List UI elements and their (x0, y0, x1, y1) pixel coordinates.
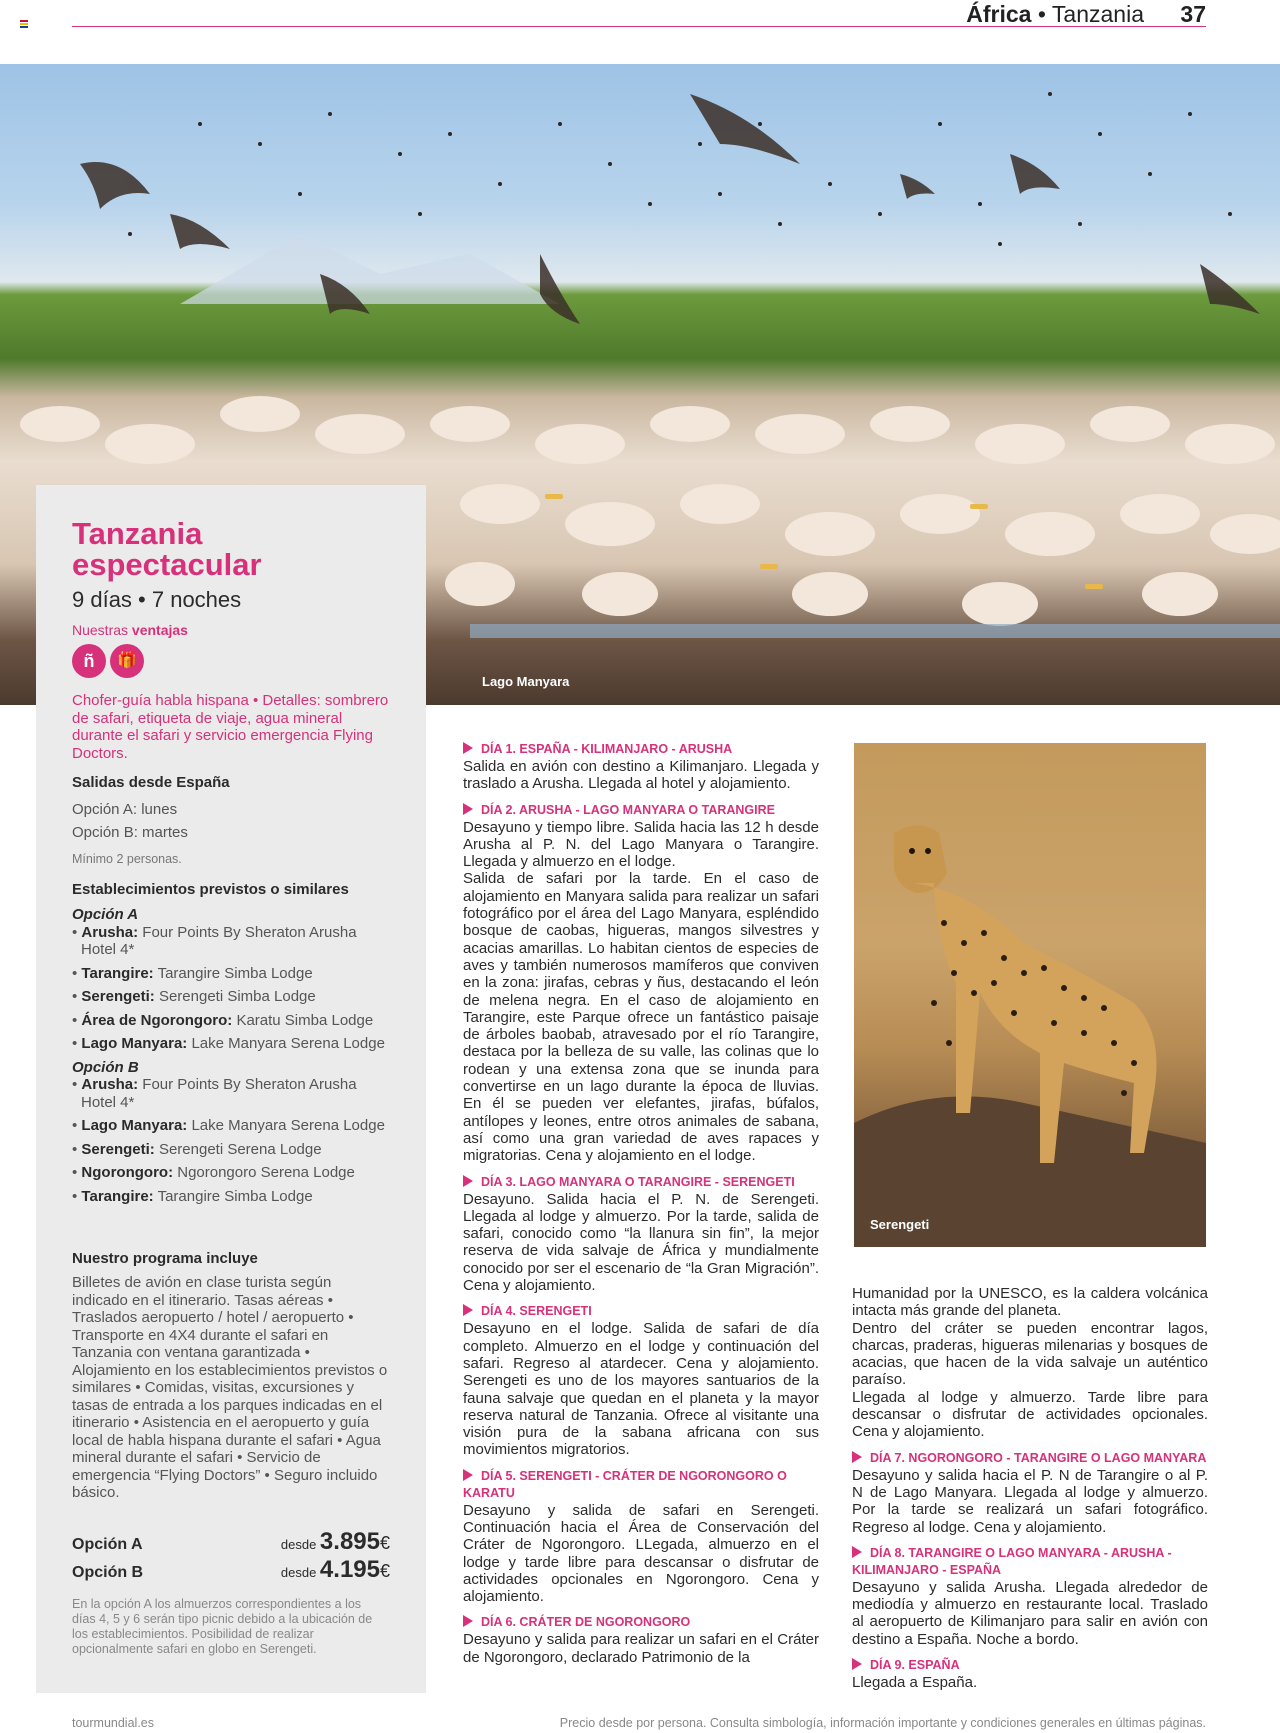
day-text: Desayuno y salida para realizar un safari en el Cráter de Ngorongoro, declarado Patrimonio de la (463, 1631, 819, 1666)
includes-text: Billetes de avión en clase turista según indicado en el itinerario. Tasas aéreas • Traslados aeropuerto / hotel / aeropuerto • Transporte en 4X4 durante el safari en Tanzania con ventana garantizada • Alojamiento en los establecimientos previstos o similares • Comidas, visitas, excursiones y tasas de entrada a los parques indicadas en el itinerario • Asistencia en el aeropuerto y guía local de habla hispana durante el safari • Agua mineral durante el safari • Servicio de emergencia “Flying Doctors” • Seguro incluido básico. (72, 1274, 388, 1501)
price-value: desde 4.195€ (280, 1556, 390, 1583)
day-text: Salida en avión con destino a Kilimanjaro. Llegada y traslado a Arusha. Llegada al hotel y alojamiento. (463, 758, 819, 793)
day-text: Desayuno y salida hacia el P. N de Tarangire o al P. N de Lago Manyara. Llegada al lodge y almuerzo. Por la tarde se realizará un safari fotográfico. Regreso al lodge. Cena y alojamiento. (852, 1466, 1208, 1536)
trip-duration: 9 días • 7 noches (72, 587, 242, 612)
trip-details: Chofer-guía habla hispana • Detalles: sombrero de safari, etiqueta de viaje, agua mineral durante el safari y servicio emergencia Flying Doctors. (72, 692, 389, 762)
site-url: tourmundial.es (72, 1716, 154, 1730)
day-heading: DÍA 4. SERENGETI (463, 1303, 819, 1320)
day-text: Salida de safari por la tarde. En el caso de alojamiento en Manyara salida para realizar un safari fotográfico por el área del Lago Manyara, espléndido bosque de caobas, higueras, mangos silvestres y acacias amarillas. Lo habitan cientos de especies de aves y también numerosos mamíferos que conviven en la zona: jirafas, cebras y ñus, destacando el león de melena negra. En el caso de alojamiento en Tarangire, este Parque ofrece un fantástico paisaje de árboles baobab, atravesado por el río Tarangire, destaca por la belleza de su valle, las colinas que lo rodean y una extensa zona que se inunda para convertirse en un lago durante la época de lluvias. En él se pueden ver elefantes, jirafas, búfalos, antílopes y leones, entre otros animales de sabana, así como una gran variedad de aves rapaces y migratorias. Cena y alojamiento en el lodge. (463, 870, 819, 1165)
separator: • (1037, 1, 1046, 27)
list-item: • Tarangire: Tarangire Simba Lodge (72, 964, 313, 982)
list-item: • Arusha: Four Points By Sheraton Arusha Hotel 4* (72, 1076, 357, 1111)
hero-caption: Lago Manyara (482, 674, 570, 689)
list-item: • Lago Manyara: Lake Manyara Serena Lodge (72, 1117, 385, 1134)
day-heading: DÍA 3. LAGO MANYARA O TARANGIRE - SERENGETI (463, 1174, 819, 1191)
day-heading: DÍA 7. NGORONGORO - TARANGIRE O LAGO MANYARA (852, 1450, 1208, 1467)
day-text: Desayuno y salida Arusha. Llegada alrededor de mediodía y almuerzo en restaurante local. Traslado al aeropuerto de Kilimanjaro para salir en avión con destino a España. Noche a bordo. (852, 1578, 1208, 1648)
lodging-list (72, 906, 392, 1211)
serengeti-cheetah-photo (854, 743, 1206, 1247)
gift-icon: 🎁 (110, 644, 144, 678)
option-b-label: Opción B (72, 1058, 139, 1076)
trip-title-line1: Tanzania (72, 516, 203, 551)
option-a-label: Opción A (72, 906, 139, 923)
option-a-hotels (72, 924, 392, 1053)
price-row-option-a (72, 1528, 390, 1556)
list-item: • Arusha: Four Points By Sheraton Arusha Hotel 4* (72, 923, 357, 958)
cheetah-illustration (854, 743, 1206, 1247)
advantages-label-bold: ventajas (131, 622, 188, 638)
day-heading: DÍA 8. TARANGIRE O LAGO MANYARA - ARUSHA - KILIMANJARO - ESPAÑA (852, 1545, 1208, 1579)
list-item: • Ngorongoro: Ngorongoro Serena Lodge (72, 1164, 355, 1181)
option-b-hotels (72, 1076, 392, 1205)
minimum-people: Mínimo 2 personas. (72, 852, 182, 866)
itinerary-column-1 (463, 741, 819, 1675)
price-table (72, 1528, 390, 1584)
price-row-option-b (72, 1556, 390, 1584)
departures-heading: Salidas desde España (72, 774, 230, 791)
departure-option-b: Opción B: martes (72, 824, 188, 841)
day-heading: DÍA 5. SERENGETI - CRÁTER DE NGORONGORO O KARATU (463, 1468, 819, 1502)
list-item: • Serengeti: Serengeti Serena Lodge (72, 1140, 322, 1158)
price-label: Opción B (72, 1564, 144, 1581)
day-heading: DÍA 1. ESPAÑA - KILIMANJARO - ARUSHA (463, 741, 819, 758)
day-text: Dentro del cráter se pueden encontrar lagos, charcas, praderas, higueras milenarias y bosques de acacias, que hacen de la vida salvaje un auténtico paraíso. (852, 1319, 1208, 1389)
day-heading: DÍA 9. ESPAÑA (852, 1657, 1208, 1674)
spanish-speaking-icon: ñ (72, 644, 106, 678)
photo-caption: Serengeti (870, 1217, 930, 1232)
list-item: • Tarangire: Tarangire Simba Lodge (72, 1187, 313, 1205)
day-text: Desayuno en el lodge. Salida de safari de día completo. Almuerzo en el lodge y continuación del safari. Regreso al atardecer. Cena y alojamiento. Serengeti es uno de los mayores santuarios de la fauna salvaje que quedan en el planeta y la mayor reserva natural de Tanzania. Ofrece al visitante una visión pura de la sabana africana con sus movimientos migratorios. (463, 1320, 819, 1459)
footer-disclaimer: Precio desde por persona. Consulta simbología, información importante y condiciones generales en últimas páginas. (559, 1716, 1206, 1730)
lodging-heading: Establecimientos previstos o similares (72, 881, 349, 898)
day-text: Desayuno y salida de safari en Serengeti. Continuación hacia el Área de Conservación del Cráter de Ngorongoro. LLegada, almuerzo en el lodge y tarde libre para descansar o disfrutar de actividades opcionales en Ngorongoro. Cena y alojamiento. (463, 1501, 819, 1606)
trip-title (72, 518, 262, 580)
flag-icon (20, 20, 28, 28)
trip-title-line2: espectacular (72, 547, 262, 582)
day-text: Humanidad por la UNESCO, es la caldera volcánica intacta más grande del planeta. (852, 1285, 1208, 1320)
price-label: Opción A (72, 1536, 143, 1553)
day-text: Desayuno y tiempo libre. Salida hacia las 12 h desde Arusha al P. N. del Lago Manyara o Tarangire. Llegada y almuerzo en el lodge. (463, 818, 819, 871)
departure-option-a: Opción A: lunes (72, 801, 178, 818)
price-value: desde 3.895€ (280, 1528, 390, 1555)
day-heading: DÍA 2. ARUSHA - LAGO MANYARA O TARANGIRE (463, 802, 819, 819)
page-section-title (966, 0, 1144, 28)
page-number: 37 (1180, 1, 1206, 27)
price-note: En la opción A los almuerzos correspondientes a los días 4, 5 y 6 serán tipo picnic debido a la ubicación de los establecimientos. Posibilidad de realizar opcionalmente safari en globo en Serengeti. (72, 1597, 373, 1656)
list-item: • Serengeti: Serengeti Simba Lodge (72, 988, 316, 1005)
day-heading: DÍA 6. CRÁTER DE NGORONGORO (463, 1614, 819, 1631)
country-label: Tanzania (1051, 1, 1144, 27)
advantages-label-text: Nuestras (72, 622, 129, 638)
day-text: Desayuno. Salida hacia el P. N. de Serengeti. Llegada al lodge y almuerzo. Por la tarde, salida de safari, conocido como “la llanura sin fin”, la mejor reserva de vida salvaje de África y mundialmente conocido por ser el escenario de “la Gran Migración”. Cena y alojamiento. (463, 1190, 819, 1295)
day-text: Llegada a España. (852, 1674, 978, 1692)
list-item: • Área de Ngorongoro: Karatu Simba Lodge (72, 1011, 374, 1029)
advantages-label (72, 622, 188, 638)
region-label: África (966, 1, 1032, 27)
itinerary-column-2 (852, 1285, 1208, 1700)
departures-list (72, 798, 188, 844)
list-item: • Lago Manyara: Lake Manyara Serena Lodge (72, 1035, 385, 1052)
includes-heading: Nuestro programa incluye (72, 1250, 258, 1267)
day-text: Llegada al lodge y almuerzo. Tarde libre para descansar o disfrutar de actividades opcionales. Cena y alojamiento. (852, 1388, 1208, 1441)
